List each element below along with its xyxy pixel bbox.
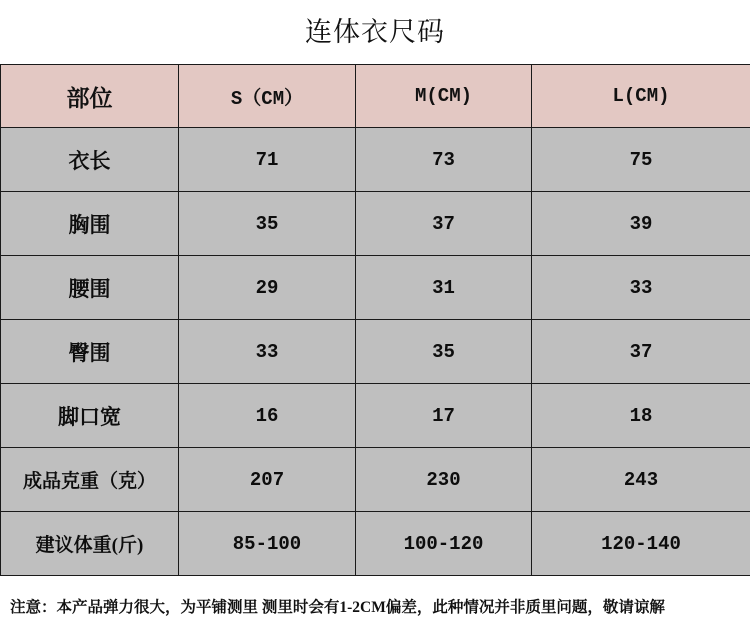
cell-m: 73 [356, 128, 532, 192]
cell-l: 120-140 [532, 512, 750, 576]
table-row [1, 384, 750, 448]
table-row [1, 512, 750, 576]
row-label: 臀围 [1, 320, 179, 384]
cell-m: 100-120 [356, 512, 532, 576]
cell-m: 17 [356, 384, 532, 448]
row-label: 建议体重(斤) [1, 512, 179, 576]
cell-m: 230 [356, 448, 532, 512]
cell-s: 16 [179, 384, 356, 448]
table-body [1, 128, 750, 576]
cell-m: 31 [356, 256, 532, 320]
cell-l: 39 [532, 192, 750, 256]
row-label: 脚口宽 [1, 384, 179, 448]
row-label: 腰围 [1, 256, 179, 320]
table-row [1, 192, 750, 256]
cell-l: 243 [532, 448, 750, 512]
cell-s: 29 [179, 256, 356, 320]
table-row [1, 128, 750, 192]
table-row [1, 448, 750, 512]
column-header-s: S（CM） [179, 65, 356, 128]
column-header-m: M(CM) [356, 65, 532, 128]
row-label: 胸围 [1, 192, 179, 256]
page-title: 连体衣尺码 [305, 17, 445, 47]
cell-s: 71 [179, 128, 356, 192]
column-header-part: 部位 [1, 65, 179, 128]
cell-m: 35 [356, 320, 532, 384]
row-label: 衣长 [1, 128, 179, 192]
cell-l: 33 [532, 256, 750, 320]
cell-s: 35 [179, 192, 356, 256]
cell-s: 207 [179, 448, 356, 512]
table-row [1, 256, 750, 320]
measurement-note: 注意：本产品弹力很大，为平铺测里 测里时会有1-2CM偏差，此种情况并非质里问题，敬请谅解 [10, 598, 665, 616]
cell-l: 37 [532, 320, 750, 384]
column-header-l: L(CM) [532, 65, 750, 128]
cell-m: 37 [356, 192, 532, 256]
cell-s: 33 [179, 320, 356, 384]
cell-s: 85-100 [179, 512, 356, 576]
table-header [1, 65, 750, 128]
table-header-row [1, 65, 750, 128]
row-label: 成品克重（克） [1, 448, 179, 512]
table-row [1, 320, 750, 384]
cell-l: 18 [532, 384, 750, 448]
cell-l: 75 [532, 128, 750, 192]
size-table [0, 64, 750, 576]
